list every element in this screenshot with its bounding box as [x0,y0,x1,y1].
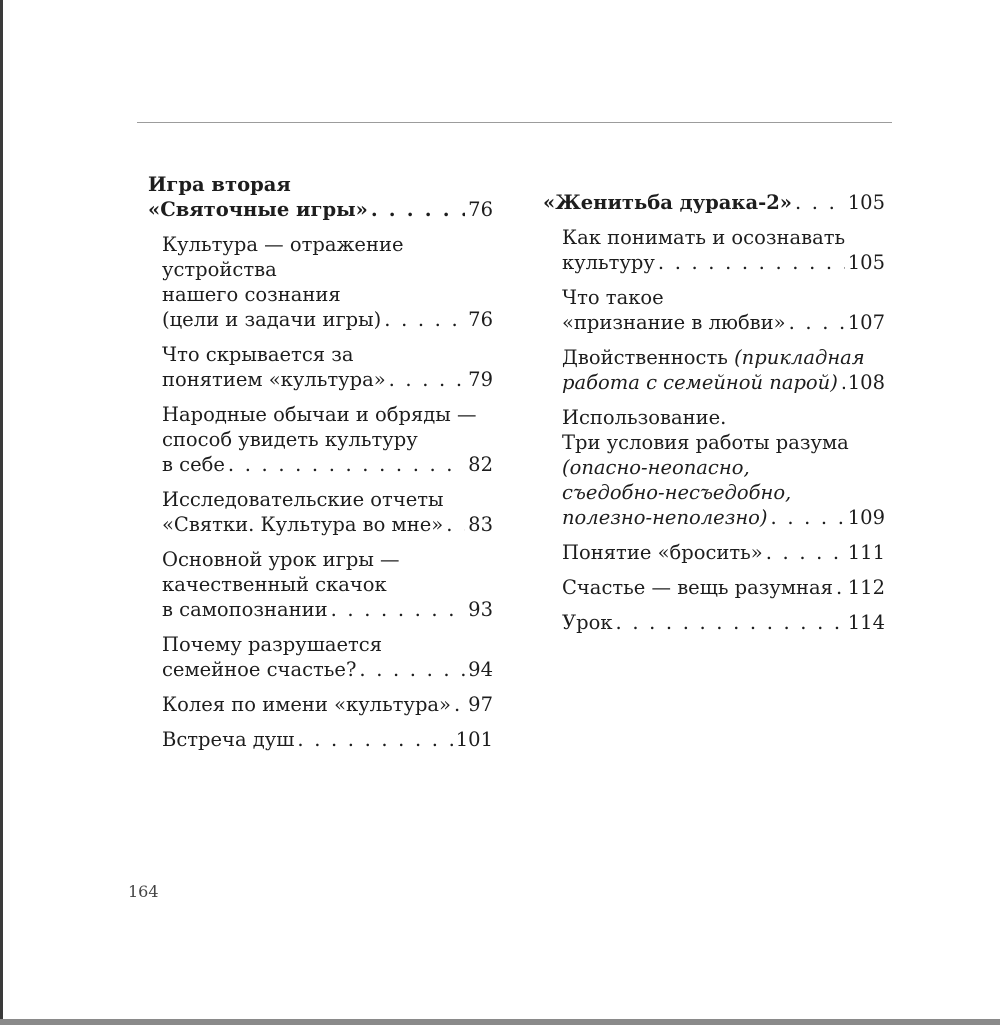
entry-text-italic: (прикладная [734,346,865,369]
bottom-bar [0,1019,1000,1025]
section-label: Игра вторая [148,173,291,196]
leader-dots [836,575,845,600]
leader-dots [384,307,465,332]
section-title: «Женитьба дурака-2» [543,191,792,214]
entry-text: Народные обычаи и обряды — [162,403,477,426]
leader-dots [766,540,845,565]
entry-text: Как понимать и осознавать [562,226,846,249]
toc-entry [148,342,493,392]
page-ref: 108 [847,371,885,394]
toc-section-heading [148,172,493,222]
entry-text: семейное счастье? [162,658,357,681]
entry-text: Колея по имени «культура» [162,693,451,716]
entry-text: качественный скачок [162,573,387,596]
page-ref: 76 [468,198,493,221]
leader-dots [795,190,845,215]
leader-dots [389,367,466,392]
entry-text: нашего сознания [162,283,341,306]
entry-text: в себе [162,453,225,476]
entry-text: Три условия работы разума [562,431,849,454]
toc-entry [148,232,493,332]
page-ref: 114 [847,611,885,634]
entry-text: «Святки. Культура во мне» [162,513,444,536]
leader-dots [789,310,845,335]
page-ref: 109 [847,506,885,529]
entry-text: Что скрывается за [162,343,354,366]
page-ref: 83 [468,513,493,536]
toc-entry [543,540,885,565]
toc-entry [543,225,885,275]
page-number: 164 [128,882,159,901]
section-title: «Святочные игры» [148,198,368,221]
toc-right-column [543,190,885,635]
entry-text: культуру [562,251,655,274]
leader-dots [771,505,845,530]
header-rule [137,122,892,123]
leader-dots [658,250,845,275]
page-ref: 101 [455,728,493,751]
toc-entry [148,402,493,477]
entry-text: Встреча душ [162,728,295,751]
entry-text: понятием «культура» [162,368,386,391]
page-ref: 112 [847,576,885,599]
toc-entry [543,285,885,335]
entry-text: Что такое [562,286,664,309]
entry-text-italic: (опасно-неопасно, [562,456,750,479]
leader-dots [359,657,465,682]
toc-entry [543,610,885,635]
leader-dots [454,692,465,717]
entry-text: Исследовательские отчеты [162,488,444,511]
entry-text: Понятие «бросить» [562,541,763,564]
toc-section-heading [543,190,885,215]
page-ref: 105 [847,251,885,274]
toc-entry [543,405,885,530]
page-ref: 76 [468,308,493,331]
leader-dots [446,512,465,537]
toc-entry [148,487,493,537]
entry-text: Основной урок игры — [162,548,400,571]
entry-text: способ увидеть культуру [162,428,418,451]
entry-text: Почему разрушается [162,633,383,656]
page-ref: 94 [468,658,493,681]
toc-entry [148,547,493,622]
leader-dots [371,197,465,222]
entry-text: Двойственность [562,346,728,369]
toc-entry [148,632,493,682]
entry-text: Использование. [562,406,727,429]
page-ref: 111 [847,541,885,564]
page-ref: 93 [468,598,493,621]
entry-text-italic: полезно-неполезно) [562,506,768,529]
entry-text: (цели и задачи игры) [162,308,382,331]
leader-dots [228,452,465,477]
entry-text-italic: съедобно-несъедобно, [562,481,792,504]
entry-text: Счастье — вещь разумная [562,576,833,599]
toc-entry [148,727,493,752]
page-ref: 105 [847,191,885,214]
entry-text: Урок [562,611,613,634]
leader-dots [841,370,845,395]
entry-text: в самопознании [162,598,328,621]
entry-text: Культура — отражение устройства [162,233,404,281]
toc-left-column [148,172,493,752]
page-ref: 107 [847,311,885,334]
toc-entry [543,575,885,600]
entry-text-italic: работа с семейной парой) [562,371,838,394]
toc-entry [543,345,885,395]
page-edge [0,0,3,1025]
page-ref: 82 [468,453,493,476]
leader-dots [297,727,452,752]
leader-dots [616,610,845,635]
entry-text: «признание в любви» [562,311,786,334]
page-ref: 79 [468,368,493,391]
page-ref: 97 [468,693,493,716]
toc-entry [148,692,493,717]
leader-dots [331,597,466,622]
